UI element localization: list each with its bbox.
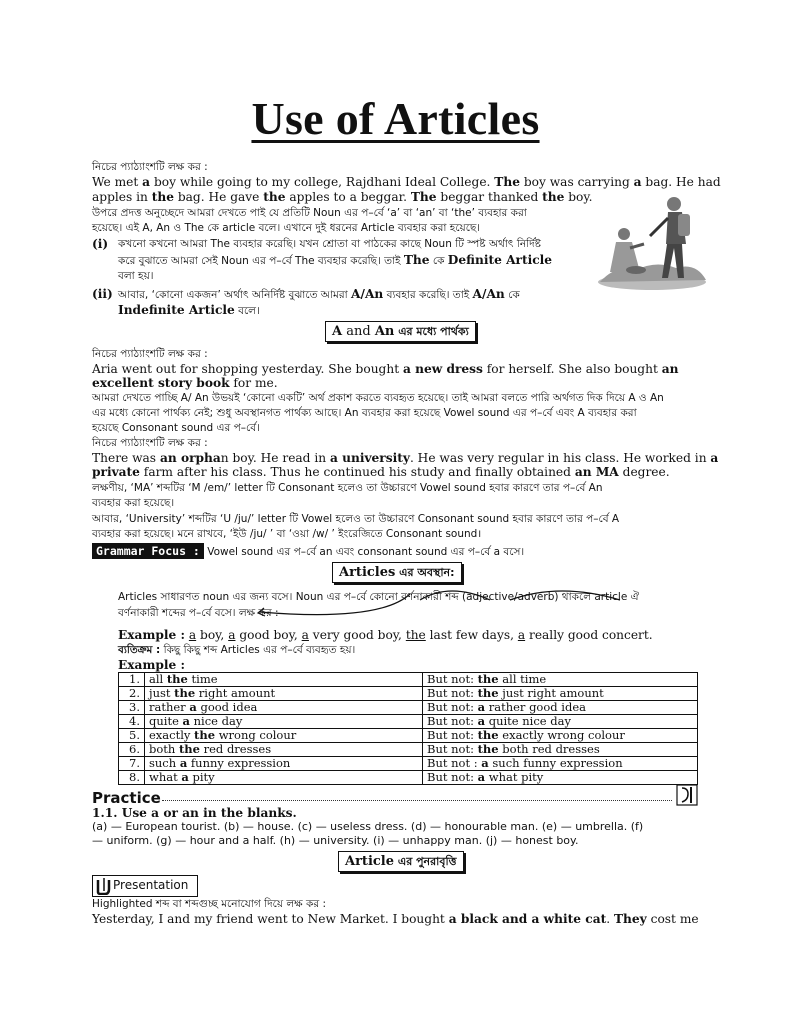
incorrect-example: But not: the exactly wrong colour <box>423 729 698 743</box>
row-number: 6. <box>119 743 145 757</box>
grammar-focus: Grammar Focus : Vowel sound এর প–র্বে an এবং consonant sound এর প–র্বে a বসে। <box>92 544 524 559</box>
exception-examples-table <box>118 672 698 785</box>
practice-heading: Practice <box>92 789 161 807</box>
correct-example: what a pity <box>145 771 423 785</box>
bangla-explanation-2: হয়েছে। এই A, An ও The কে article বলে। এখানে দুই ধরনের Article ব্যবহার করা হয়েছে। <box>92 222 481 234</box>
position-text-line-1: Articles সাধারণত noun এর জন্য বসে। Noun এর প–র্বে কোনো বর্ণনাকারী শব্দ (adjective/adverb) থাকলে article ঐ <box>118 591 640 603</box>
instruction-3: নিচের প্যাঠ্যাংশটি লক্ষ কর : <box>92 437 208 449</box>
grammar-focus-label: Grammar Focus : <box>92 543 204 559</box>
practice-icon <box>676 784 698 806</box>
position-arrows <box>240 582 660 622</box>
section-heading-articles-position: Articles এর অবস্থান: <box>332 562 462 583</box>
table-row <box>119 687 698 701</box>
item-i-line-1: কখনো কখনো আমরা The ব্যবহার করেছি। যখন শ্রোতা বা পাঠকের কাছে Noun টি স্পষ্ট অর্থাৎ নির্দিষ্ট <box>118 238 541 250</box>
row-number: 1. <box>119 673 145 687</box>
table-row <box>119 743 698 757</box>
list-marker-ii: (ii) <box>92 287 113 301</box>
paragraph-2-line-1: Aria went out for shopping yesterday. She bought a new dress for herself. She also bought an <box>92 362 679 376</box>
page-title: Use of Articles <box>251 93 540 144</box>
row-number: 2. <box>119 687 145 701</box>
paragraph-3-line-1: There was an orphan boy. He read in a university. He was very regular in his class. He worked in a <box>92 451 719 465</box>
section-heading-a-and-an: A and An এর মধ্যে পার্থক্য <box>325 321 476 342</box>
table-row <box>119 771 698 785</box>
correct-example: both the red dresses <box>145 743 423 757</box>
instruction-1: নিচের প্যাঠ্যাংশটি লক্ষ কর : <box>92 161 208 173</box>
example-2-label: Example : <box>118 658 185 672</box>
item-i-line-2: করে বুঝাতে আমরা সেই Noun এর প–র্বে The ব্যবহার করেছি। তাই The কে Definite Article <box>118 253 553 267</box>
bangla-explanation-9: ব্যবহার করা হয়েছে। মনে রাখবে, ‘ইউ /ju/ ’ বা ‘ওয়া /w/ ’ ইংরেজিতে Consonant sound। <box>92 528 482 540</box>
item-ii-line-1: আবার, ‘কোনো একজন’ অর্থাৎ অনির্দিষ্ট বুঝাতে আমরা A/An ব্যবহার করেছি। তাই A/An কে <box>118 287 520 301</box>
bangla-explanation-8: আবার, ‘University’ শব্দটির ‘U /ju/’ letter টি Vowel হলেও তা উচ্চারণে Consonant sound হবার কারণে তার প–র্বে A <box>92 513 620 525</box>
incorrect-example: But not: a what pity <box>423 771 698 785</box>
example-line: Example : a boy, a good boy, a very good boy, the last few days, a really good concert. <box>118 628 653 642</box>
row-number: 7. <box>119 757 145 771</box>
item-i-line-3: বলা হয়। <box>118 270 154 282</box>
list-marker-i: (i) <box>92 237 109 251</box>
incorrect-example: But not: the both red dresses <box>423 743 698 757</box>
beggar-illustration <box>596 186 708 290</box>
table-row <box>119 757 698 771</box>
bangla-explanation-6: লক্ষণীয়, ‘MA’ শব্দটির ‘M /em/’ letter টি Consonant হলেও তা উচ্চারণে Vowel sound হবার কারণে তার প–র্বে An <box>92 482 603 494</box>
bangla-explanation-4: এর মধ্যে কোনো পার্থক্য নেই; শুধু অবস্থানগত পার্থক্য আছে। An ব্যবহার করা হয়েছে Vowel sound এর প–র্বে এবং A ব্যবহার করা <box>92 407 637 419</box>
position-text-line-2: বর্ণনাকারী শব্দের প–র্বে বসে। লক্ষ কর : <box>118 607 279 619</box>
row-number: 8. <box>119 771 145 785</box>
presentation-text: Yesterday, I and my friend went to New Market. I bought a black and a white cat. They cost me <box>92 912 699 926</box>
table-row <box>119 673 698 687</box>
presentation-instruction: Highlighted শব্দ বা শব্দগুচ্ছ মনোযোগ দিয়ে লক্ষ কর : <box>92 898 327 910</box>
presentation-badge: Presentation <box>92 875 198 897</box>
section-heading-article-repetition: Article এর পুনরাবৃত্তি <box>338 851 464 872</box>
practice-question-line-1: (a) — European tourist. (b) — house. (c) — useless dress. (d) — honourable man. (e) — umbrella. (f) <box>92 820 644 833</box>
item-ii-line-2: Indefinite Article বলে। <box>118 303 260 317</box>
correct-example: all the time <box>145 673 423 687</box>
paragraph-1-line-2: apples in the bag. He gave the apples to a beggar. The beggar thanked the boy. <box>92 190 593 204</box>
paragraph-2-line-2: excellent story book for me. <box>92 376 278 390</box>
table-row <box>119 729 698 743</box>
row-number: 4. <box>119 715 145 729</box>
bangla-explanation-7: ব্যবহার করা হয়েছে। <box>92 497 175 509</box>
row-number: 5. <box>119 729 145 743</box>
incorrect-example: But not: the all time <box>423 673 698 687</box>
row-number: 3. <box>119 701 145 715</box>
practice-divider <box>162 800 672 801</box>
incorrect-example: But not: the just right amount <box>423 687 698 701</box>
table-row <box>119 715 698 729</box>
incorrect-example: But not : a such funny expression <box>423 757 698 771</box>
correct-example: just the right amount <box>145 687 423 701</box>
practice-question-title: 1.1. Use a or an in the blanks. <box>92 806 297 820</box>
correct-example: such a funny expression <box>145 757 423 771</box>
presentation-icon <box>95 877 113 895</box>
bangla-explanation-3: আমরা দেখতে পাচ্ছি A/ An উভয়ই ‘কোনো একটি’ অর্থ প্রকাশ করতে ব্যবহৃত হয়েছে। তাই আমরা বলতে পারি অর্থগত দিক দিয়ে A ও An <box>92 392 664 404</box>
incorrect-example: But not: a quite nice day <box>423 715 698 729</box>
correct-example: exactly the wrong colour <box>145 729 423 743</box>
table-row <box>119 701 698 715</box>
exception-line: ব্যতিক্রম : কিছু কিছু শব্দ Articles এর প–র্বে ব্যবহৃত হয়। <box>118 644 356 656</box>
paragraph-3-line-2: private farm after his class. Thus he continued his study and finally obtained an MA degree. <box>92 465 670 479</box>
correct-example: rather a good idea <box>145 701 423 715</box>
bangla-explanation-1: উপরে প্রদত্ত অনুচ্ছেদে আমরা দেখতে পাই যে প্রতিটি Noun এর প–র্বে ‘a’ বা ‘an’ বা ‘the’ ব্যবহার করা <box>92 207 527 219</box>
instruction-2: নিচের প্যাঠ্যাংশটি লক্ষ কর : <box>92 348 208 360</box>
bangla-explanation-5: হয়েছে Consonant sound এর প–র্বে। <box>92 422 260 434</box>
practice-question-line-2: — uniform. (g) — hour and a half. (h) — university. (i) — unhappy man. (j) — honest boy. <box>92 834 579 847</box>
correct-example: quite a nice day <box>145 715 423 729</box>
incorrect-example: But not: a rather good idea <box>423 701 698 715</box>
paragraph-1-line-1: We met a boy while going to my college, Rajdhani Ideal College. The boy was carrying a bag. He had <box>92 175 721 189</box>
